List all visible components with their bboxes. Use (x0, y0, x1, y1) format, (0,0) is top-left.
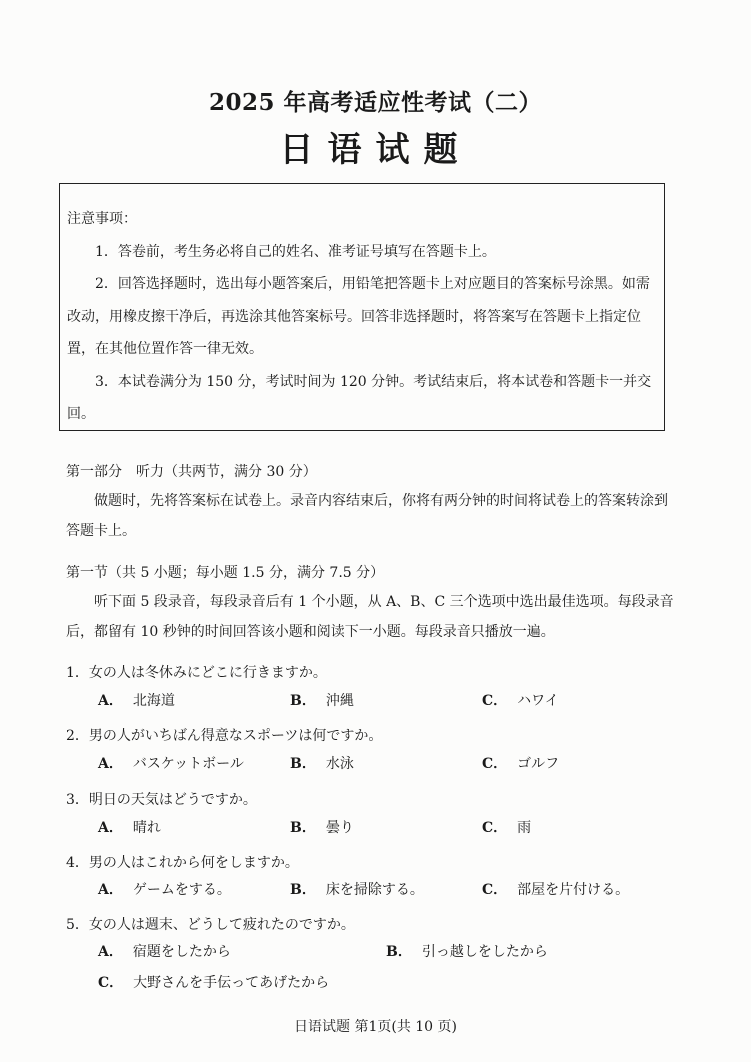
option-text: 引っ越しをしたから (421, 944, 548, 960)
question-1-stem: 1．女の人は冬休みにどこに行きますか。 (66, 665, 327, 681)
question-5-option-c (98, 972, 329, 992)
notice-item-3: 3．本试卷满分为 150 分，考试时间为 120 分钟。考试结束后，将本试卷和答题卡一并交回。 (67, 373, 652, 422)
section1-heading: 第一节（共 5 小题；每小题 1.5 分，满分 7.5 分） (66, 565, 385, 581)
option-letter: B． (290, 882, 316, 898)
question-5-option-b (386, 941, 548, 961)
option-text: ゲームをする。 (132, 882, 231, 898)
option-text: 大野さんを手伝ってあげたから (133, 975, 330, 991)
exam-title: 2025 年高考适应性考试（二） (208, 89, 543, 116)
question-2-option-a (98, 753, 244, 773)
option-text: 水泳 (325, 756, 354, 772)
part1-heading: 第一部分 听力（共两节，满分 30 分） (66, 464, 317, 480)
question-3-option-a (98, 817, 161, 837)
notice-item-2: 2．回答选择题时，选出每小题答案后，用铅笔把答题卡上对应题目的答案标号涂黑。如需改动，用橡皮擦干净后，再选涂其他答案标号。回答非选择题时，将答案写在答题卡上指定位置，在其他位置作答一律无效。 (67, 276, 650, 357)
option-letter: A． (98, 944, 123, 960)
part1-instruction: 做题时，先将答案标在试卷上。录音内容结束后，你将有两分钟的时间将试卷上的答案转涂到答题卡上。 (66, 493, 668, 539)
option-letter: C． (98, 975, 124, 991)
question-4-stem: 4．男の人はこれから何をしますか。 (66, 855, 299, 871)
question-1-option-c (482, 690, 559, 710)
question-1-option-a (98, 690, 175, 710)
question-4-option-a (98, 879, 231, 899)
option-letter: C． (482, 882, 508, 898)
notice-box (59, 183, 665, 431)
option-letter: A． (98, 693, 123, 709)
question-3-option-c (482, 817, 531, 837)
question-2-option-b (290, 753, 354, 773)
question-3-option-b (290, 817, 354, 837)
option-text: 雨 (517, 820, 532, 836)
option-text: 宿題をしたから (132, 944, 231, 960)
question-5-option-a (98, 941, 231, 961)
option-text: 晴れ (132, 820, 161, 836)
option-text: バスケットボール (132, 756, 244, 772)
question-1-option-b (290, 690, 354, 710)
question-5-stem: 5．女の人は週末、どうして疲れたのですか。 (66, 917, 355, 933)
question-2-option-c (482, 753, 559, 773)
subject-title: 日语试题 (279, 130, 472, 170)
option-letter: B． (290, 756, 316, 772)
question-3-stem: 3．明日の天気はどうですか。 (66, 792, 257, 808)
question-4-option-c (482, 879, 629, 899)
option-letter: B． (290, 820, 316, 836)
option-letter: B． (290, 693, 316, 709)
option-text: 北海道 (132, 693, 175, 709)
option-letter: A． (98, 882, 123, 898)
option-text: 曇り (325, 820, 354, 836)
question-2-stem: 2．男の人がいちばん得意なスポーツは何ですか。 (66, 728, 383, 744)
option-text: 床を掃除する。 (325, 882, 424, 898)
page-footer: 日语试题 第1页(共 10 页) (294, 1019, 457, 1035)
option-letter: A． (98, 756, 123, 772)
option-text: ゴルフ (517, 756, 560, 772)
option-letter: C． (482, 693, 508, 709)
option-text: 部屋を片付ける。 (517, 882, 630, 898)
notice-item-1: 1．答卷前，考生务必将自己的姓名、准考证号填写在答题卡上。 (95, 243, 496, 260)
option-letter: B． (386, 944, 412, 960)
notice-heading: 注意事项： (67, 211, 137, 227)
option-text: ハワイ (517, 693, 559, 709)
option-letter: A． (98, 820, 123, 836)
option-letter: C． (482, 820, 508, 836)
section1-instruction: 听下面 5 段录音，每段录音后有 1 个小题，从 A、B、C 三个选项中选出最佳选项。每段录音后，都留有 10 秒钟的时间回答该小题和阅读下一小题。每段录音只播放一遍。 (66, 594, 674, 640)
option-letter: C． (482, 756, 508, 772)
question-4-option-b (290, 879, 424, 899)
option-text: 沖縄 (325, 693, 354, 709)
